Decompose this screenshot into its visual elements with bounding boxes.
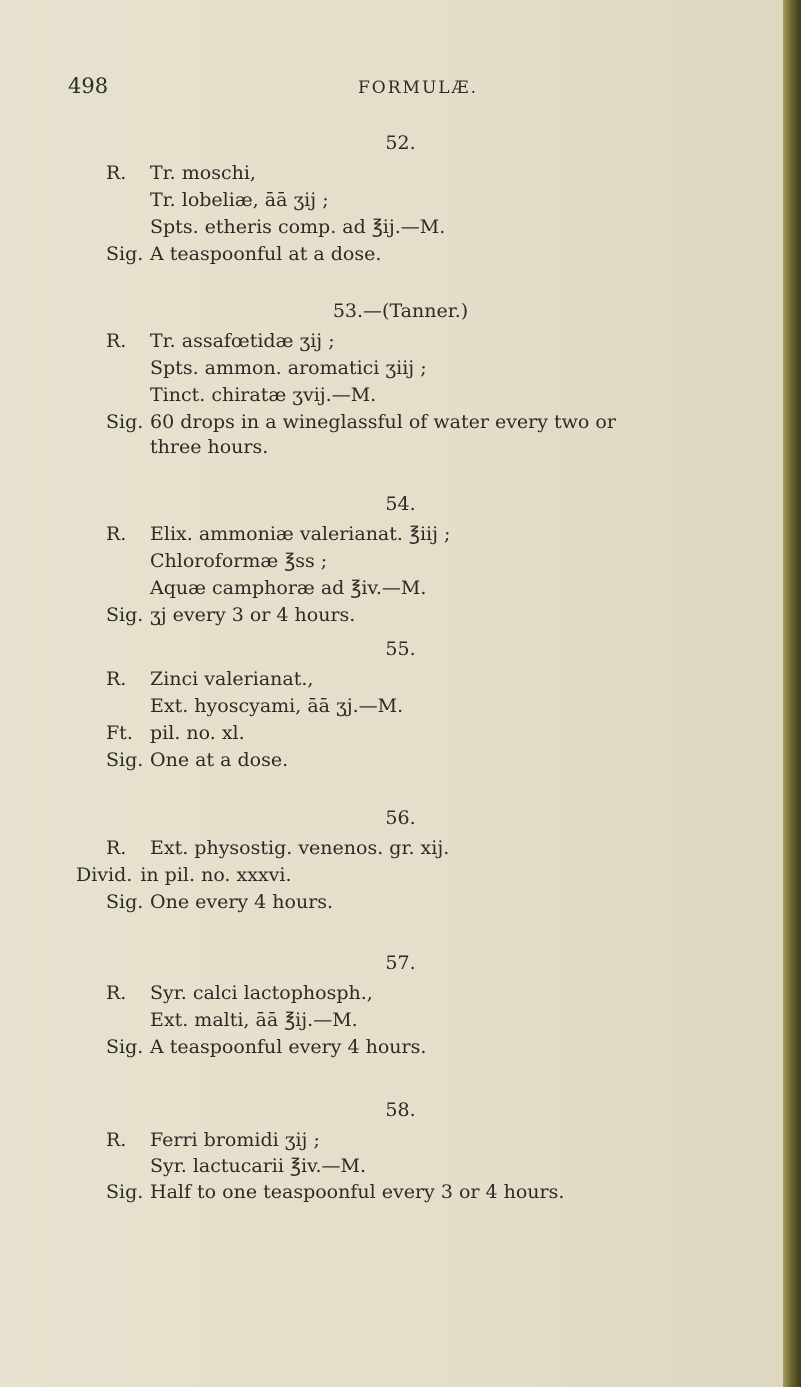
formula-line-label: R. <box>106 330 127 352</box>
formula-line-label: R. <box>106 162 127 184</box>
formula-line-text: Ext. physostig. venenos. gr. xij. <box>150 837 450 859</box>
formula-line-label: R. <box>106 982 127 1004</box>
formula-number: 55. <box>385 638 416 660</box>
formula-line-label: R. <box>106 523 127 545</box>
formula-line-text: A teaspoonful every 4 hours. <box>150 1036 427 1058</box>
formula-line <box>106 666 313 693</box>
formula-line <box>106 747 288 774</box>
formula-line-text: A teaspoonful at a dose. <box>150 243 382 265</box>
formula-line-label: Sig. <box>106 411 144 433</box>
formula-line-text: One every 4 hours. <box>150 891 334 913</box>
formula-number: 57. <box>385 952 416 974</box>
formula-line <box>106 1153 366 1180</box>
formula-line-label: Divid. <box>76 864 133 886</box>
formula-line-label: Sig. <box>106 891 144 913</box>
formula-line-label: Sig. <box>106 604 144 626</box>
formula-line <box>106 720 245 747</box>
formula-line <box>106 382 376 409</box>
formula-number: 54. <box>385 493 416 515</box>
formula-line <box>106 328 335 355</box>
formula-line <box>106 214 445 241</box>
formula-line <box>106 1007 358 1034</box>
formula-line <box>106 1127 320 1154</box>
formula-line <box>106 835 449 862</box>
formula-number: 56. <box>385 807 416 829</box>
formula-line <box>106 160 256 187</box>
formula-line-text: Elix. ammoniæ valerianat. ℥iij ; <box>150 523 451 545</box>
formula-line-text: Tinct. chiratæ ʒvij.—M. <box>150 384 377 406</box>
formula-line <box>76 862 292 889</box>
formula-line-text: Spts. etheris comp. ad ℥ij.—M. <box>150 216 446 238</box>
formula-line <box>106 602 355 629</box>
formula-line-text: Spts. ammon. aromatici ʒiij ; <box>150 357 427 379</box>
formula-line-text: Ext. malti, āā ℥ij.—M. <box>150 1009 358 1031</box>
formula-line <box>106 548 327 575</box>
formula-line <box>106 980 373 1007</box>
formula-line-text: Syr. calci lactophosph., <box>150 982 373 1004</box>
formula-line <box>106 889 333 916</box>
formula-line-label: Sig. <box>106 1181 144 1203</box>
formula-line-text: Aquæ camphoræ ad ℥iv.—M. <box>150 577 427 599</box>
formula-line <box>106 575 426 602</box>
formula-line <box>106 241 381 268</box>
formula-line-label: R. <box>106 1129 127 1151</box>
formula-line-text: Tr. moschi, <box>150 162 256 184</box>
formula-line-text: Tr. lobeliæ, āā ʒij ; <box>150 189 329 211</box>
formula-line-label: Sig. <box>106 749 144 771</box>
formula-line-text: Zinci valerianat., <box>150 668 314 690</box>
formula-line-text: Tr. assafœtidæ ʒij ; <box>150 330 335 352</box>
formula-line <box>106 355 427 382</box>
formula-line-text: Ferri bromidi ʒij ; <box>150 1129 320 1151</box>
formula-number: 52. <box>385 132 416 154</box>
formula-line-label: R. <box>106 668 127 690</box>
formula-line-text: three hours. <box>150 436 269 458</box>
formula-line-label: Sig. <box>106 1036 144 1058</box>
formula-line-text: ʒj every 3 or 4 hours. <box>150 604 356 626</box>
formula-line <box>106 187 329 214</box>
formula-line-text: Half to one teaspoonful every 3 or 4 hours. <box>150 1181 565 1203</box>
page-binding-edge <box>783 0 801 1387</box>
formula-line <box>106 1034 426 1061</box>
formula-line-text: 60 drops in a wineglassful of water every two or <box>150 411 616 433</box>
formula-line <box>106 521 450 548</box>
formula-number: 53.—(Tanner.) <box>332 300 469 322</box>
formula-line <box>106 434 268 461</box>
formula-line <box>106 409 616 436</box>
formula-line-label: R. <box>106 837 127 859</box>
formula-line-text: in pil. no. xxxvi. <box>140 864 292 886</box>
running-head: FORMULÆ. <box>358 78 478 98</box>
formula-line-text: pil. no. xl. <box>150 722 245 744</box>
formula-line-label: Sig. <box>106 243 144 265</box>
formula-number: 58. <box>385 1099 416 1121</box>
formula-line-label: Ft. <box>106 722 133 744</box>
formula-line <box>106 693 403 720</box>
formula-line <box>106 1179 564 1206</box>
formula-line-text: Ext. hyoscyami, āā ʒj.—M. <box>150 695 404 717</box>
formula-line-text: Chloroformæ ℥ss ; <box>150 550 328 572</box>
formula-line-text: Syr. lactucarii ℥iv.—M. <box>150 1155 367 1177</box>
formula-line-text: One at a dose. <box>150 749 289 771</box>
page-number: 498 <box>68 74 109 98</box>
